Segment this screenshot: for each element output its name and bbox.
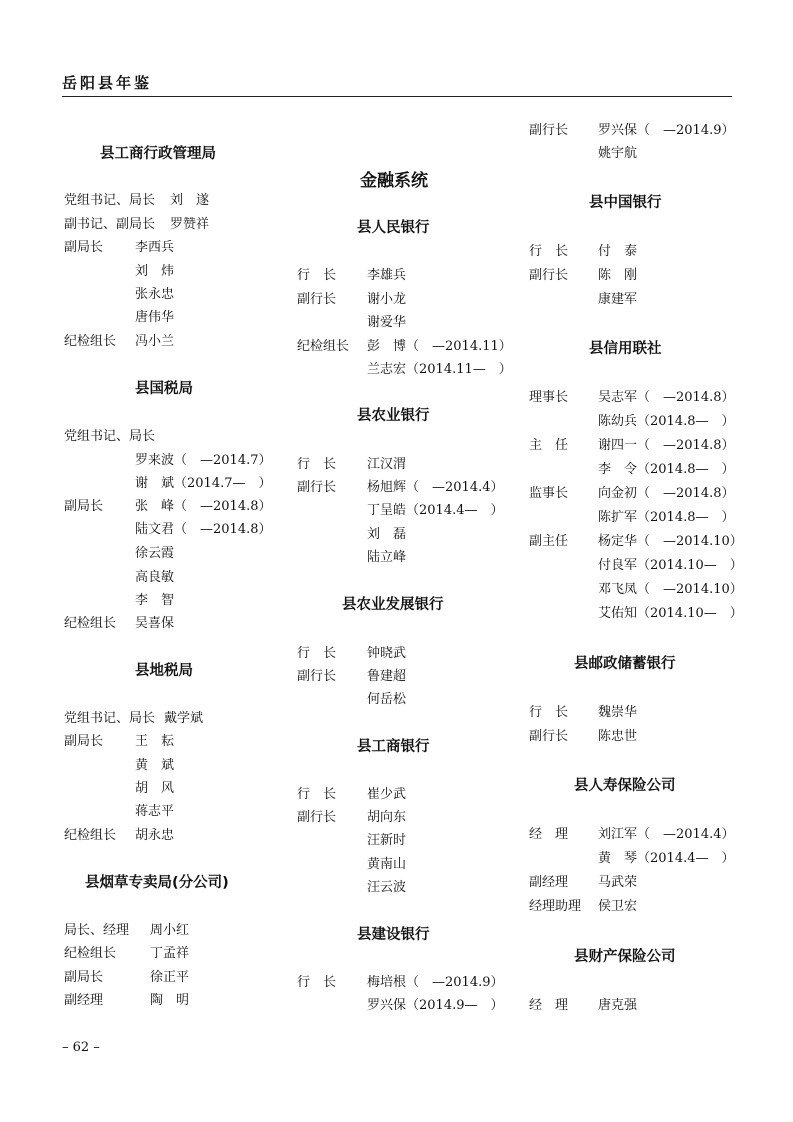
- role-label: 副书记、副局长: [64, 217, 156, 232]
- person-name: 戴学斌: [164, 711, 204, 726]
- section-title-dishui: 县地税局: [135, 663, 193, 679]
- section-title-yancao: 县烟草专卖局(分公司): [85, 875, 229, 891]
- person-name: 杨旭辉（ —2014.4）: [367, 480, 504, 495]
- person-name: 刘江军（ —2014.4）: [598, 827, 735, 842]
- person-name: 刘 炜: [135, 264, 175, 279]
- role-label: 副主任: [529, 534, 569, 549]
- section-title-nongfa: 县农业发展银行: [342, 597, 444, 613]
- person-name: 罗兴保（ —2014.9）: [598, 123, 735, 138]
- person-name: 马武荣: [598, 875, 638, 890]
- person-name: 陈 刚: [598, 268, 638, 283]
- section-title-zhongguo: 县中国银行: [589, 195, 662, 211]
- person-name: 付 泰: [598, 244, 638, 259]
- person-name: 陆立峰: [367, 550, 407, 565]
- section-title-guoshui: 县国税局: [135, 381, 193, 397]
- role-label: 副经理: [64, 993, 104, 1008]
- section-title-gongshang: 县工商行政管理局: [100, 146, 216, 162]
- person-name: 李 智: [135, 593, 175, 608]
- section-title-nongye: 县农业银行: [357, 408, 430, 424]
- person-name: 何岳松: [367, 692, 407, 707]
- person-name: 罗兴保（2014.9— ）: [367, 998, 504, 1013]
- person-name: 兰志宏（2014.11— ）: [367, 362, 512, 377]
- section-title-youzheng: 县邮政储蓄银行: [574, 656, 676, 672]
- person-name: 刘 遂: [170, 193, 210, 208]
- role-label: 副行长: [529, 123, 569, 138]
- page-number: – 62 –: [62, 1040, 100, 1055]
- person-name: 刘 磊: [367, 527, 407, 542]
- role-label: 副经理: [529, 875, 569, 890]
- section-title-jianshe: 县建设银行: [357, 927, 430, 943]
- person-name: 陈扩军（2014.8— ）: [598, 510, 735, 525]
- person-name: 侯卫宏: [598, 899, 638, 914]
- person-name: 吴喜保: [135, 616, 175, 631]
- person-name: 谢四一（ —2014.8）: [598, 438, 735, 453]
- section-title-renshou: 县人寿保险公司: [574, 778, 676, 794]
- role-label: 副局长: [64, 499, 104, 514]
- role-label: 纪检组长: [297, 339, 350, 354]
- main-section-title: 金融系统: [360, 171, 428, 191]
- person-name: 唐伟华: [135, 310, 175, 325]
- person-name: 彭 博（ —2014.11）: [367, 339, 512, 354]
- role-label: 经理助理: [529, 899, 582, 914]
- person-name: 徐正平: [150, 970, 190, 985]
- role-label: 行 长: [529, 244, 569, 259]
- person-name: 艾佑知（2014.10— ）: [598, 606, 743, 621]
- role-label: 局长、经理: [64, 923, 130, 938]
- person-name: 高良敏: [135, 570, 175, 585]
- role-label: 行 长: [297, 457, 337, 472]
- role-label: 副行长: [297, 669, 337, 684]
- person-name: 蒋志平: [135, 804, 175, 819]
- person-name: 冯小兰: [135, 334, 175, 349]
- role-label: 纪检组长: [64, 828, 117, 843]
- person-name: 周小红: [150, 923, 190, 938]
- person-name: 魏崇华: [598, 705, 638, 720]
- person-name: 江汉渭: [367, 457, 407, 472]
- section-title-caichan: 县财产保险公司: [574, 949, 676, 965]
- person-name: 邓飞凤（ —2014.10）: [598, 582, 743, 597]
- role-label: 副局长: [64, 734, 104, 749]
- person-name: 姚宇航: [598, 146, 638, 161]
- person-name: 王 耘: [135, 734, 175, 749]
- person-name: 张永忠: [135, 287, 175, 302]
- role-label: 经 理: [529, 998, 569, 1013]
- person-name: 付良军（2014.10— ）: [598, 558, 743, 573]
- person-name: 胡 风: [135, 781, 175, 796]
- person-name: 谢爱华: [367, 315, 407, 330]
- running-header: 岳阳县年鉴: [62, 74, 153, 92]
- person-name: 吴志军（ —2014.8）: [598, 390, 735, 405]
- person-name: 唐克强: [598, 998, 638, 1013]
- person-name: 康建军: [598, 292, 638, 307]
- person-name: 李西兵: [135, 240, 175, 255]
- person-name: 罗赞祥: [170, 217, 210, 232]
- person-name: 胡永忠: [135, 828, 175, 843]
- role-label: 党组书记、局长: [64, 193, 156, 208]
- person-name: 钟晓武: [367, 646, 407, 661]
- role-label: 纪检组长: [64, 616, 117, 631]
- role-label: 行 长: [297, 975, 337, 990]
- section-title-xinyong: 县信用联社: [589, 341, 662, 357]
- person-name: 向金初（ —2014.8）: [598, 486, 735, 501]
- role-label: 副行长: [297, 480, 337, 495]
- role-label: 行 长: [297, 268, 337, 283]
- section-title-gonghang: 县工商银行: [357, 739, 430, 755]
- person-name: 陈幼兵（2014.8— ）: [598, 414, 735, 429]
- person-name: 崔少武: [367, 787, 407, 802]
- person-name: 张 峰（ —2014.8）: [135, 499, 272, 514]
- role-label: 副局长: [64, 240, 104, 255]
- person-name: 黄南山: [367, 857, 407, 872]
- role-label: 经 理: [529, 827, 569, 842]
- person-name: 汪云波: [367, 880, 407, 895]
- person-name: 丁孟祥: [150, 946, 190, 961]
- section-title-renmin: 县人民银行: [357, 220, 430, 236]
- role-label: 纪检组长: [64, 334, 117, 349]
- person-name: 杨定华（ —2014.10）: [598, 534, 743, 549]
- person-name: 徐云霞: [135, 546, 175, 561]
- role-label: 理事长: [529, 390, 569, 405]
- person-name: 李 令（2014.8— ）: [598, 462, 735, 477]
- role-label: 行 长: [529, 705, 569, 720]
- role-label: 行 长: [297, 646, 337, 661]
- role-label: 主 任: [529, 438, 569, 453]
- header-rule: [62, 96, 732, 97]
- role-label: 副行长: [529, 268, 569, 283]
- role-label: 监事长: [529, 486, 569, 501]
- person-name: 胡向东: [367, 810, 407, 825]
- role-label: 党组书记、局长: [64, 429, 156, 444]
- person-name: 谢 斌（2014.7— ）: [135, 476, 272, 491]
- person-name: 鲁建超: [367, 669, 407, 684]
- person-name: 李雄兵: [367, 268, 407, 283]
- person-name: 梅培根（ —2014.9）: [367, 975, 504, 990]
- role-label: 副行长: [297, 292, 337, 307]
- role-label: 副行长: [529, 729, 569, 744]
- person-name: 丁呈皓（2014.4— ）: [367, 503, 504, 518]
- person-name: 黄 斌: [135, 758, 175, 773]
- person-name: 罗来波（ —2014.7）: [135, 453, 272, 468]
- person-name: 谢小龙: [367, 292, 407, 307]
- person-name: 汪新时: [367, 833, 407, 848]
- role-label: 行 长: [297, 787, 337, 802]
- person-name: 黄 琴（2014.4— ）: [598, 851, 735, 866]
- person-name: 陶 明: [150, 993, 190, 1008]
- role-label: 副局长: [64, 970, 104, 985]
- person-name: 陈忠世: [598, 729, 638, 744]
- role-label: 纪检组长: [64, 946, 117, 961]
- role-label: 副行长: [297, 810, 337, 825]
- role-label: 党组书记、局长: [64, 711, 156, 726]
- person-name: 陆文君（ —2014.8）: [135, 522, 272, 537]
